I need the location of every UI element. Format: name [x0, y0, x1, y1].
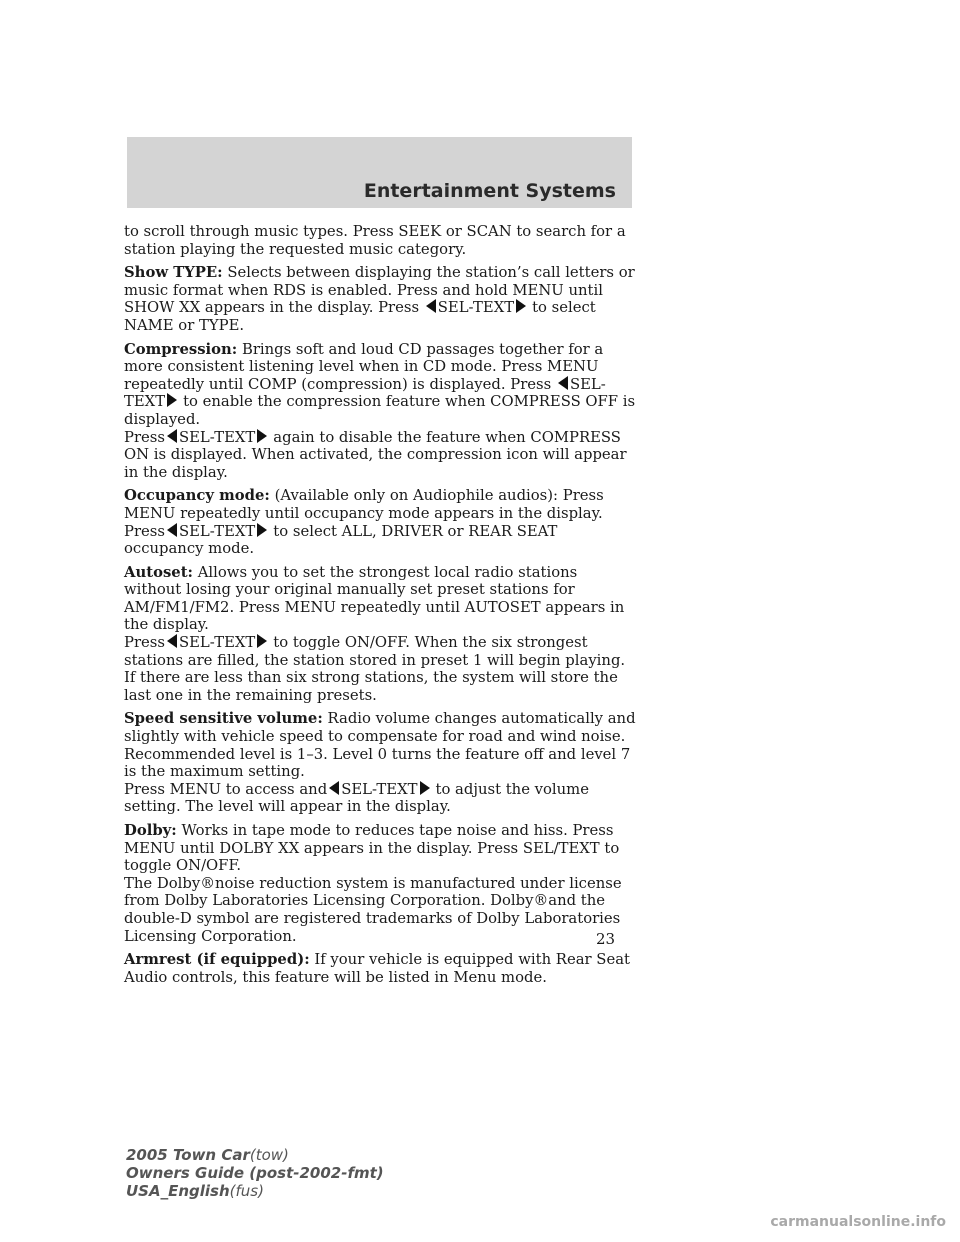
speed-volume-term: Speed sensitive volume: — [124, 710, 323, 728]
show-type-text-a: Selects between displaying the station’s call letters or music format when RDS is enabled. Press and hold MENU until SHOW XX appears in the display. Press — [124, 264, 635, 317]
seek-left-arrow-icon — [167, 634, 177, 648]
watermark: carmanualsonline.info — [770, 1214, 946, 1230]
footer-language-code: (fus) — [229, 1182, 264, 1200]
seek-right-arrow-icon — [257, 429, 267, 443]
autoset-term: Autoset: — [124, 563, 193, 581]
section-title: Entertainment Systems — [363, 180, 616, 202]
footer — [126, 1146, 384, 1200]
seek-right-arrow-icon — [516, 299, 526, 313]
seek-left-arrow-icon — [167, 523, 177, 537]
dolby-term: Dolby: — [124, 822, 177, 839]
show-type-term: Show TYPE: — [124, 264, 223, 282]
sel-text-label: SEL-TEXT — [178, 428, 256, 446]
header-band — [127, 137, 632, 208]
page-content — [124, 223, 639, 992]
intro-paragraph: to scroll through music types. Press SEEK or SCAN to search for a station playing the requested music category. — [124, 223, 626, 258]
autoset-text-a: Allows you to set the strongest local radio stations without losing your original manually set preset stations for AM/FM1/FM2. Press MENU repeatedly until AUTOSET appears in the display. — [124, 563, 625, 634]
compression-text-d: again to disable the feature when COMPRESS ON is displayed. When activated, the compression icon will appear in the display. — [124, 428, 627, 481]
seek-left-arrow-icon — [558, 376, 568, 390]
occupancy-term: Occupancy mode: — [124, 487, 270, 505]
compression-term: Compression: — [124, 340, 238, 358]
occupancy-text-a: (Available only on Audiophile audios): Press MENU repeatedly until occupancy mode appears in the display. — [124, 487, 604, 522]
show-type-paragraph — [124, 264, 639, 334]
compression-text-c: Press — [124, 428, 165, 446]
seek-left-arrow-icon — [167, 429, 177, 443]
compression-text-b: to enable the compression feature when COMPRESS OFF is displayed. — [124, 393, 636, 428]
footer-model: 2005 Town Car — [126, 1146, 250, 1164]
footer-line-2 — [126, 1164, 384, 1182]
occupancy-text-c: to select ALL, DRIVER or REAR SEAT occupancy mode. — [124, 522, 558, 558]
footer-language: USA_English — [126, 1182, 230, 1200]
dolby-text-a: Works in tape mode to reduces tape noise and hiss. Press MENU until DOLBY XX appears in the display. Press SEL/TEXT to toggle ON/OFF. — [124, 822, 620, 875]
dolby-text-b: The Dolby®noise reduction system is manufactured under license from Dolby Laboratories Licensing Corporation. Dolby®and the double-D symbol are registered trademarks of Dolby Laboratories Licensing Corporation. — [124, 874, 622, 945]
seek-left-arrow-icon — [426, 299, 436, 313]
armrest-paragraph — [124, 951, 639, 986]
occupancy-text-b: Press — [124, 522, 165, 540]
autoset-text-b: Press — [124, 634, 165, 652]
speed-volume-text-a: Radio volume changes automatically and slightly with vehicle speed to compensate for road and wind noise. Recommended level is 1–3. Level 0 turns the feature off and level 7 is the maximum setting. — [124, 710, 636, 781]
seek-right-arrow-icon — [257, 634, 267, 648]
armrest-text-a: If your vehicle is equipped with Rear Seat Audio controls, this feature will be listed in Menu mode. — [124, 951, 630, 986]
page-number: 23 — [596, 930, 616, 948]
speed-volume-text-b: Press MENU to access and — [124, 780, 328, 798]
footer-line-3 — [126, 1182, 384, 1200]
autoset-paragraph — [124, 564, 639, 705]
compression-paragraph — [124, 341, 639, 482]
show-type-text-b: to select NAME or TYPE. — [124, 299, 596, 334]
armrest-term: Armrest (if equipped): — [124, 951, 310, 969]
speed-volume-paragraph — [124, 710, 639, 816]
sel-text-label: SEL-TEXT — [178, 522, 256, 540]
speed-volume-text-c: to adjust the volume setting. The level will appear in the display. — [124, 780, 589, 816]
sel-text-label: SEL-TEXT — [341, 780, 418, 798]
occupancy-paragraph — [124, 487, 639, 557]
sel-text-label: SEL-TEXT — [437, 299, 515, 317]
sel-text-label: SEL-TEXT — [124, 375, 606, 411]
footer-line-1 — [126, 1146, 384, 1164]
footer-guide: Owners Guide (post-2002-fmt) — [126, 1164, 384, 1182]
dolby-paragraph — [124, 822, 639, 945]
seek-left-arrow-icon — [329, 781, 339, 795]
seek-right-arrow-icon — [167, 393, 177, 407]
footer-model-code: (tow) — [249, 1146, 289, 1164]
seek-right-arrow-icon — [420, 781, 430, 795]
autoset-text-c: to toggle ON/OFF. When the six strongest stations are filled, the station stored in preset 1 will begin playing. If there are less than six strong stations, the system will store the last one in the remaining presets. — [124, 634, 626, 704]
sel-text-label: SEL-TEXT — [178, 634, 256, 652]
compression-text-a: Brings soft and loud CD passages together for a more consistent listening level when in CD mode. Press MENU repeatedly until COMP (compression) is displayed. Press — [124, 340, 604, 393]
seek-right-arrow-icon — [257, 523, 267, 537]
